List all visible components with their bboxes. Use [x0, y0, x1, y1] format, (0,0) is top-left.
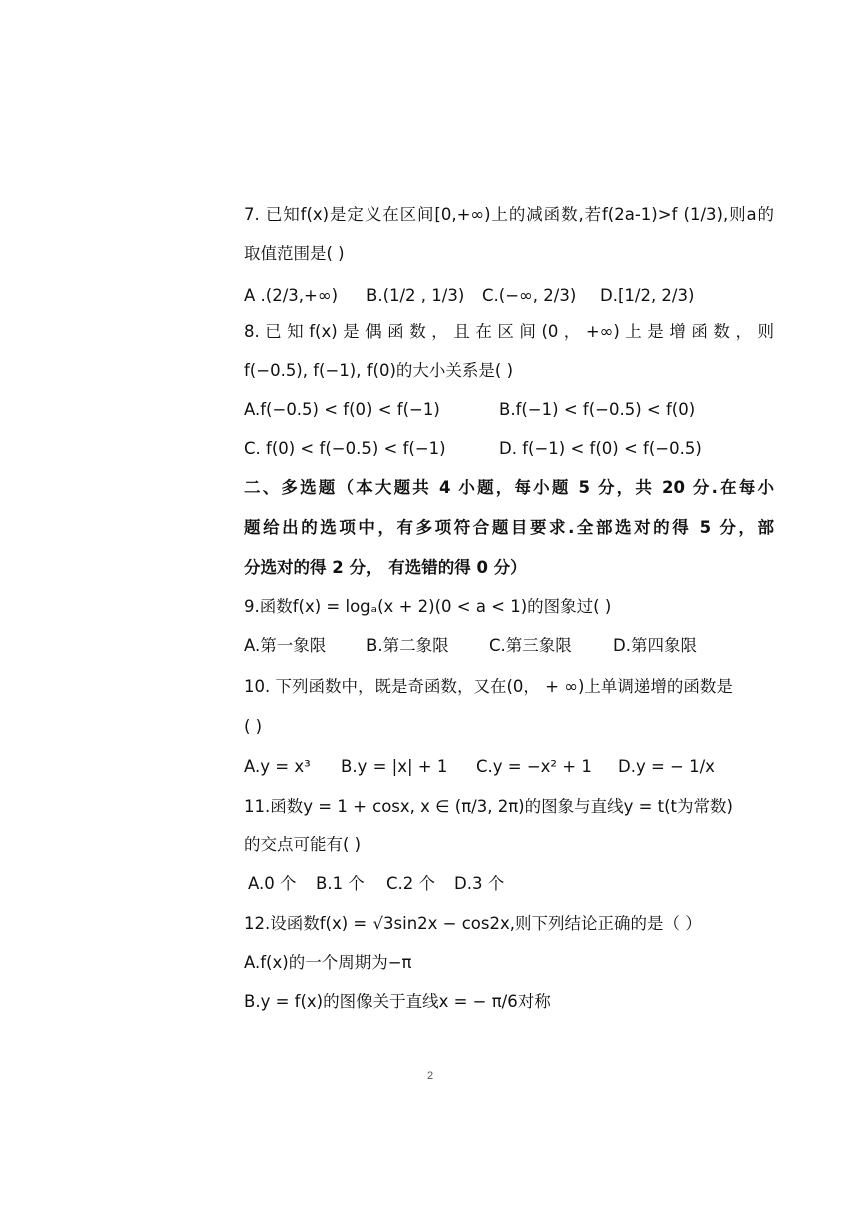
section-heading-line-3: 分选对的得 2 分， 有选错的得 0 分） — [244, 558, 527, 577]
option-a: A .(2/3,+∞) — [244, 286, 339, 305]
option-a: A.第一象限 — [244, 636, 327, 655]
option-d: D.3 个 — [454, 874, 505, 893]
question-7-stem-line-2: 取值范围是( ) — [244, 244, 345, 263]
section-heading-line-1: 二、多选题（本大题共 4 小题，每小题 5 分，共 20 分.在每小 — [244, 478, 774, 497]
page-number: 2 — [426, 1070, 434, 1082]
question-8-options-ab — [244, 398, 774, 422]
option-d: D. f(−1) < f(0) < f(−0.5) — [499, 439, 702, 458]
question-10-stem-line-1: 10. 下列函数中，既是奇函数，又在(0， + ∞)上单调递增的函数是 — [244, 677, 733, 696]
option-c: C. f(0) < f(−0.5) < f(−1) — [244, 439, 446, 458]
question-9-stem: 9.函数f(x) = logₐ(x + 2)(0 < a < 1)的图象过( ) — [244, 597, 612, 616]
option-c: C.2 个 — [386, 874, 436, 893]
option-b: B.第二象限 — [366, 636, 449, 655]
question-12-option-b: B.y = f(x)的图像关于直线x = − π/6对称 — [244, 992, 551, 1011]
option-c: C.第三象限 — [489, 636, 572, 655]
option-c: C.y = −x² + 1 — [476, 757, 592, 776]
question-8-stem-line-1: 8. 已 知 f(x) 是 偶 函 数 ， 且 在 区 间 (0 ， +∞) 上 是 增 函 数 ， 则 — [244, 322, 774, 341]
question-11-options — [248, 872, 778, 896]
option-d: D.第四象限 — [613, 636, 697, 655]
question-11-stem-line-1: 11.函数y = 1 + cosx, x ∈ (π/3, 2π)的图象与直线y = t(t为常数) — [244, 797, 733, 816]
option-b: B.f(−1) < f(−0.5) < f(0) — [499, 400, 696, 419]
question-8-options-cd — [244, 437, 774, 461]
option-b: B.(1/2 , 1/3) — [366, 286, 465, 305]
question-11-stem-line-2: 的交点可能有( ) — [244, 835, 362, 854]
section-heading-line-2: 题给出的选项中，有多项符合题目要求.全部选对的得 5 分，部 — [244, 518, 774, 537]
option-d: D.[1/2, 2/3) — [600, 286, 695, 305]
question-9-options — [244, 634, 774, 658]
option-c: C.(−∞, 2/3) — [482, 286, 577, 305]
option-a: A.y = x³ — [244, 757, 311, 776]
question-10-stem-line-2: ( ) — [244, 717, 263, 736]
question-7-options — [244, 284, 774, 308]
question-7-stem-line-1: 7. 已知f(x)是定义在区间[0,+∞)上的减函数,若f(2a-1)>f (1/3),则a的 — [244, 205, 774, 224]
option-a: A.0 个 — [248, 874, 297, 893]
question-12-stem: 12.设函数f(x) = √3sin2x − cos2x,则下列结论正确的是（ ） — [244, 914, 702, 933]
question-10-options — [244, 755, 774, 779]
option-b: B.y = |x| + 1 — [341, 757, 448, 776]
option-b: B.1 个 — [316, 874, 365, 893]
question-8-stem-line-2: f(−0.5), f(−1), f(0)的大小关系是( ) — [244, 361, 514, 380]
option-a: A.f(−0.5) < f(0) < f(−1) — [244, 400, 440, 419]
option-d: D.y = − 1/x — [618, 757, 715, 776]
question-12-option-a: A.f(x)的一个周期为−π — [244, 953, 412, 972]
